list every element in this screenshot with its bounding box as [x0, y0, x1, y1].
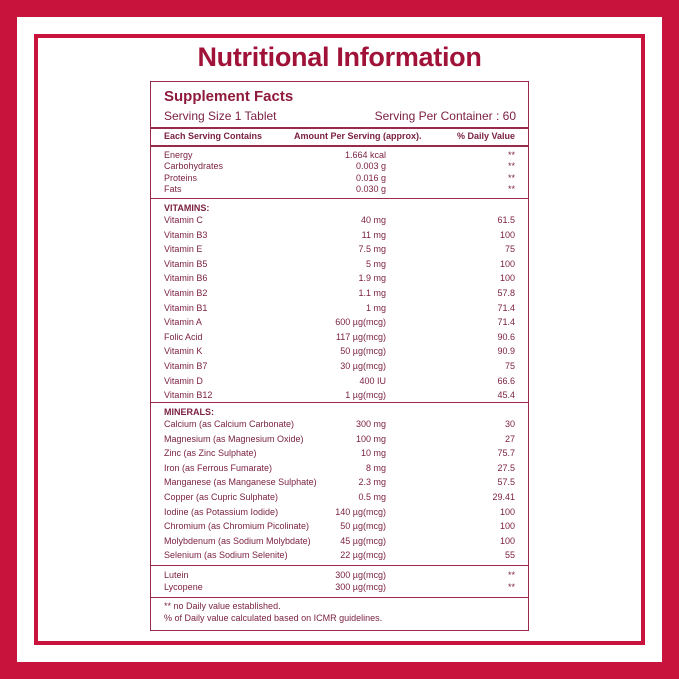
table-row — [151, 172, 528, 184]
nutrient-amount: 140 µg(mcg) — [335, 506, 386, 517]
table-row — [151, 581, 528, 593]
table-row — [151, 302, 528, 314]
nutrient-amount: 8 mg — [365, 462, 386, 473]
nutrient-amount: 400 IU — [359, 375, 386, 386]
table-row — [151, 506, 528, 518]
divider — [151, 145, 528, 147]
nutrient-daily-value: 75 — [504, 244, 515, 255]
nutrient-name: Molybdenum (as Sodium Molybdate) — [164, 535, 311, 546]
nutrient-name: Fats — [164, 183, 182, 194]
nutrient-amount: 1.9 mg — [358, 273, 386, 284]
minerals-heading: MINERALS: — [164, 407, 214, 417]
nutrient-amount: 300 mg — [355, 419, 386, 429]
nutrient-daily-value: ** — [507, 570, 515, 580]
table-row — [151, 549, 528, 561]
nutrient-name: Proteins — [164, 172, 198, 183]
nutrient-name: Selenium (as Sodium Selenite) — [164, 550, 288, 561]
nutrient-amount: 7.5 mg — [358, 244, 386, 255]
nutrient-amount: 22 µg(mcg) — [340, 550, 386, 561]
vitamins-heading: VITAMINS: — [164, 203, 210, 213]
table-row — [151, 229, 528, 241]
nutrient-name: Calcium (as Calcium Carbonate) — [164, 419, 295, 429]
nutrient-daily-value: 29.41 — [492, 492, 515, 502]
nutrient-name: Iodine (as Potassium Iodide) — [164, 506, 279, 517]
nutrient-daily-value: 30 — [504, 419, 515, 429]
table-row — [151, 520, 528, 532]
nutrient-amount: 2.3 mg — [358, 477, 386, 488]
nutrient-daily-value: 100 — [499, 273, 515, 284]
serving-per-container: Serving Per Container : 60 — [374, 109, 516, 123]
page-title: Nutritional Information — [197, 42, 482, 72]
nutrient-daily-value: 57.8 — [497, 288, 515, 298]
nutrient-daily-value: 90.9 — [497, 346, 515, 357]
table-row — [151, 389, 528, 401]
nutrient-amount: 40 mg — [360, 215, 386, 225]
nutrient-amount: 45 µg(mcg) — [340, 535, 386, 546]
nutrient-amount: 11 mg — [361, 229, 386, 240]
nutrient-daily-value: 66.6 — [497, 375, 515, 386]
table-row — [151, 418, 528, 430]
table-row — [151, 476, 528, 488]
table-row — [151, 447, 528, 459]
column-header-amount: Amount Per Serving (approx). — [294, 131, 422, 141]
divider — [151, 402, 528, 403]
nutrient-name: Energy — [164, 150, 193, 160]
nutrient-name: Lutein — [164, 570, 189, 580]
table-row — [151, 360, 528, 372]
table-row — [151, 316, 528, 328]
nutrient-amount: 100 mg — [355, 433, 386, 444]
nutrient-daily-value: 61.5 — [497, 215, 515, 225]
table-row — [151, 462, 528, 474]
nutrient-daily-value: 100 — [499, 506, 515, 517]
nutrient-name: Vitamin B2 — [164, 288, 208, 298]
table-row — [151, 149, 528, 161]
nutrient-daily-value: 27.5 — [497, 462, 515, 473]
nutrient-amount: 5 mg — [365, 258, 386, 269]
nutrient-name: Magnesium (as Magnesium Oxide) — [164, 433, 304, 444]
nutrient-daily-value: 27 — [504, 433, 515, 444]
nutrient-name: Vitamin B7 — [164, 361, 208, 371]
nutrient-amount: 0.5 mg — [358, 492, 386, 502]
divider — [151, 127, 528, 129]
nutrient-daily-value: 100 — [499, 258, 515, 269]
nutrient-amount: 10 mg — [360, 448, 386, 459]
nutrient-name: Manganese (as Manganese Sulphate) — [164, 477, 317, 488]
nutrient-name: Lycopene — [164, 582, 203, 592]
nutrient-amount: 50 µg(mcg) — [340, 346, 386, 357]
nutrient-amount: 30 µg(mcg) — [340, 361, 386, 371]
nutrient-name: Vitamin B5 — [164, 258, 208, 269]
nutrient-name: Carbohydrates — [164, 161, 224, 172]
nutrient-name: Vitamin B1 — [164, 302, 208, 313]
table-row — [151, 345, 528, 357]
table-row — [151, 258, 528, 270]
nutrient-daily-value: ** — [507, 582, 515, 592]
nutrient-daily-value: ** — [507, 183, 515, 194]
nutrient-name: Vitamin E — [164, 244, 203, 255]
column-header-daily-value: % Daily Value — [456, 131, 515, 141]
table-row — [151, 375, 528, 387]
nutrient-amount: 0.016 g — [355, 172, 386, 183]
nutrient-amount: 1 µg(mcg) — [345, 390, 386, 401]
nutrient-daily-value: 75 — [504, 361, 515, 371]
nutrient-daily-value: 75.7 — [497, 448, 515, 459]
table-row — [151, 160, 528, 172]
nutrient-name: Vitamin A — [164, 317, 202, 328]
nutrient-amount: 1.664 kcal — [344, 150, 386, 160]
nutrient-name: Vitamin C — [164, 215, 203, 225]
divider — [151, 597, 528, 598]
nutrient-daily-value: 100 — [499, 229, 515, 240]
table-row — [151, 569, 528, 581]
nutrient-amount: 117 µg(mcg) — [335, 331, 386, 342]
nutrient-name: Chromium (as Chromium Picolinate) — [164, 521, 310, 532]
nutrient-name: Vitamin K — [164, 346, 203, 357]
table-row — [151, 183, 528, 195]
nutrient-name: Folic Acid — [164, 331, 203, 342]
nutrient-amount: 1.1 mg — [358, 288, 386, 298]
nutrient-daily-value: 45.4 — [497, 390, 515, 401]
nutrient-amount: 0.030 g — [355, 183, 386, 194]
table-row — [151, 287, 528, 299]
divider — [151, 198, 528, 199]
supplement-facts-heading: Supplement Facts — [164, 88, 294, 105]
nutrient-daily-value: ** — [507, 172, 515, 183]
table-row — [151, 491, 528, 503]
table-row — [151, 535, 528, 547]
nutrient-daily-value: 90.6 — [497, 331, 515, 342]
nutrient-daily-value: ** — [507, 150, 515, 160]
nutrient-daily-value: 71.4 — [497, 302, 515, 313]
footnote-icmr: % of Daily value calculated based on ICMR guidelines. — [164, 613, 383, 623]
divider — [151, 565, 528, 566]
table-row — [151, 433, 528, 445]
nutrient-daily-value: 100 — [499, 535, 515, 546]
nutrient-name: Copper (as Cupric Sulphate) — [164, 492, 279, 502]
nutrient-amount: 600 µg(mcg) — [335, 317, 386, 328]
nutrient-name: Vitamin B6 — [164, 273, 208, 284]
serving-size: Serving Size 1 Tablet — [164, 109, 277, 123]
nutrient-daily-value: 100 — [499, 521, 515, 532]
nutrient-daily-value: 71.4 — [497, 317, 515, 328]
table-row — [151, 214, 528, 226]
nutrient-name: Vitamin D — [164, 375, 203, 386]
nutrient-amount: 0.003 g — [355, 161, 386, 172]
table-row — [151, 331, 528, 343]
nutrient-amount: 50 µg(mcg) — [340, 521, 386, 532]
nutrient-name: Zinc (as Zinc Sulphate) — [164, 448, 257, 459]
nutrient-name: Vitamin B3 — [164, 229, 208, 240]
nutrient-daily-value: 57.5 — [497, 477, 515, 488]
nutrient-daily-value: ** — [507, 161, 515, 172]
nutrient-amount: 1 mg — [365, 302, 386, 313]
nutrient-amount: 300 µg(mcg) — [335, 582, 386, 592]
column-header-name: Each Serving Contains — [164, 131, 263, 141]
supplement-facts-panel — [150, 81, 529, 631]
nutrient-name: Vitamin B12 — [164, 390, 213, 401]
nutrient-daily-value: 55 — [504, 550, 515, 561]
nutrient-amount: 300 µg(mcg) — [335, 570, 386, 580]
nutrient-name: Iron (as Ferrous Fumarate) — [164, 462, 273, 473]
table-row — [151, 272, 528, 284]
table-row — [151, 243, 528, 255]
footnote-no-dv: ** no Daily value established. — [164, 601, 281, 611]
